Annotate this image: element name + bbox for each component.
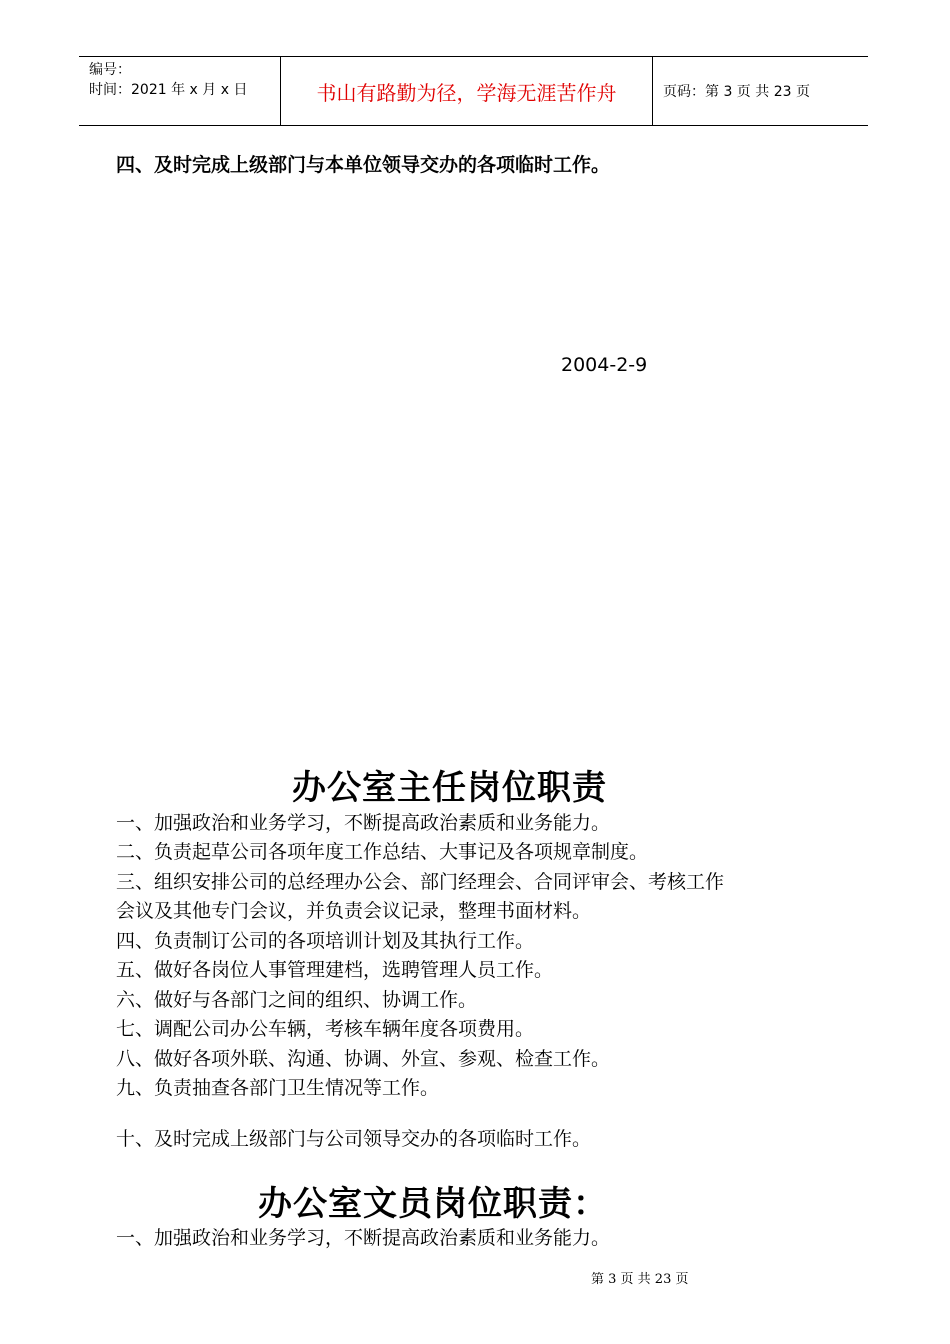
document-date: 2004-2-9 [561,354,648,376]
section1-item: 五、做好各岗位人事管理建档，选聘管理人员工作。 [116,959,554,981]
section1-item: 十、及时完成上级部门与公司领导交办的各项临时工作。 [116,1128,592,1150]
section1-title: 办公室主任岗位职责 [292,768,607,808]
section1-item: 七、调配公司办公车辆，考核车辆年度各项费用。 [116,1018,535,1040]
section2-title: 办公室文员岗位职责： [258,1184,608,1224]
doc-number: 编号： [89,62,131,78]
doc-time: 时间：2021 年 x 月 x 日 [89,82,248,98]
header-motto: 书山有路勤为径，学海无涯苦作舟 [281,57,653,125]
section1-item: 三、组织安排公司的总经理办公会、部门经理会、合同评审会、考核工作 [116,871,725,893]
page-header [79,56,868,126]
section1-item: 四、负责制订公司的各项培训计划及其执行工作。 [116,930,535,952]
section1-item: 二、负责起草公司各项年度工作总结、大事记及各项规章制度。 [116,841,649,863]
section1-item: 会议及其他专门会议，并负责会议记录，整理书面材料。 [116,900,592,922]
section2-item: 一、加强政治和业务学习，不断提高政治素质和业务能力。 [116,1227,611,1249]
section1-item: 八、做好各项外联、沟通、协调、外宣、参观、检查工作。 [116,1048,611,1070]
section1-item: 六、做好与各部门之间的组织、协调工作。 [116,989,478,1011]
top-item: 四、及时完成上级部门与本单位领导交办的各项临时工作。 [116,154,611,176]
page-footer: 第 3 页 共 23 页 [591,1272,689,1287]
section1-item: 一、加强政治和业务学习，不断提高政治素质和业务能力。 [116,812,611,834]
section1-item: 九、负责抽查各部门卫生情况等工作。 [116,1077,440,1099]
header-meta [79,57,281,125]
header-page-info: 页码：第 3 页 共 23 页 [663,84,810,100]
